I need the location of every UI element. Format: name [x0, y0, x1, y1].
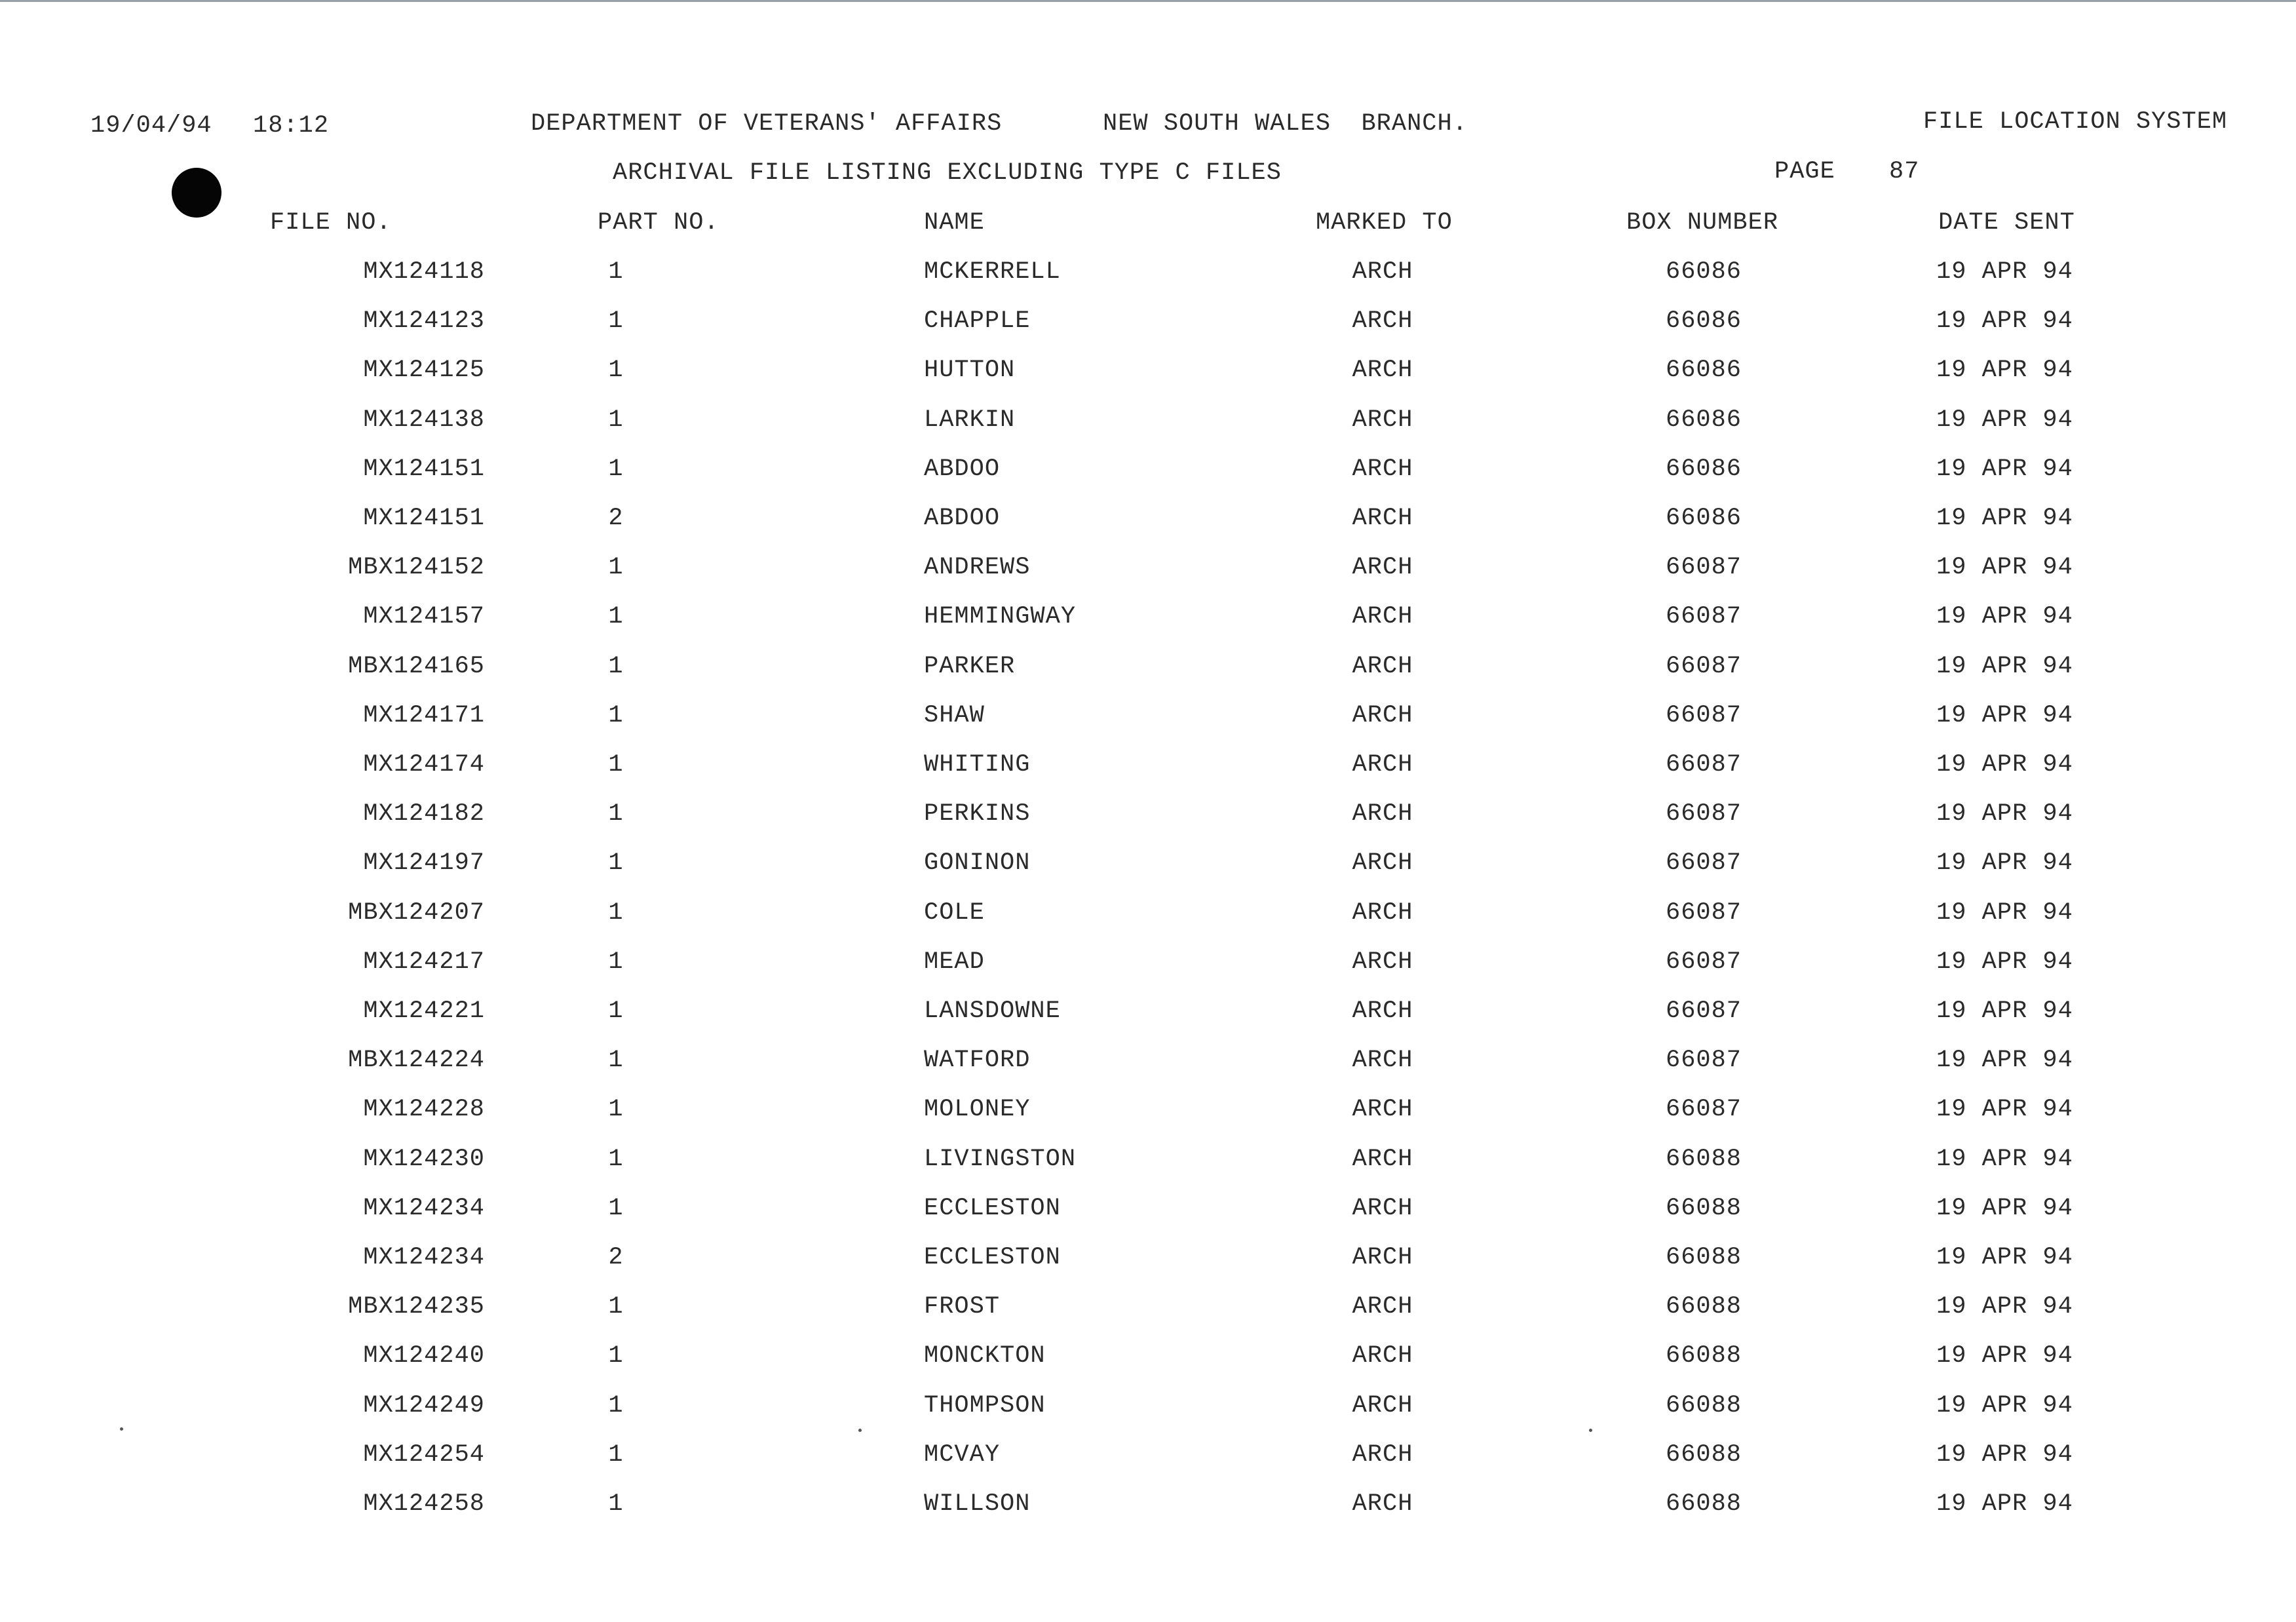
- table-row: [0, 455, 2296, 504]
- box-number-cell: 66088: [1665, 1342, 1742, 1370]
- box-number-cell: 66087: [1665, 702, 1742, 729]
- page-number: 87: [1889, 158, 1920, 185]
- part-no-cell: 2: [608, 505, 624, 532]
- system-title: FILE LOCATION SYSTEM: [1923, 108, 2228, 136]
- column-header-marked-to: MARKED TO: [1316, 209, 1453, 237]
- box-number-cell: 66087: [1665, 1096, 1742, 1123]
- table-row: [0, 1145, 2296, 1194]
- name-cell: THOMPSON: [924, 1392, 1046, 1419]
- name-cell: LIVINGSTON: [924, 1146, 1077, 1173]
- name-cell: MCKERRELL: [924, 258, 1061, 286]
- marked-to-cell: ARCH: [1352, 307, 1413, 335]
- date-sent-cell: 19 APR 94: [1936, 505, 2073, 532]
- part-no-cell: 1: [608, 899, 624, 927]
- box-number-cell: 66088: [1665, 1195, 1742, 1222]
- table-row: [0, 652, 2296, 701]
- box-number-cell: 66086: [1665, 258, 1742, 286]
- marked-to-cell: ARCH: [1352, 997, 1413, 1025]
- table-row: [0, 849, 2296, 898]
- part-no-cell: 1: [608, 653, 624, 680]
- marked-to-cell: ARCH: [1352, 603, 1413, 630]
- date-sent-cell: 19 APR 94: [1936, 258, 2073, 286]
- column-header-part-no: PART NO.: [598, 209, 719, 237]
- date-sent-cell: 19 APR 94: [1936, 455, 2073, 483]
- punch-hole: [172, 168, 221, 218]
- file-no-cell: MX124258: [363, 1490, 485, 1518]
- file-no-cell: MX124157: [363, 603, 485, 630]
- date-sent-cell: 19 APR 94: [1936, 554, 2073, 581]
- file-no-cell: MX124234: [363, 1244, 485, 1271]
- part-no-cell: 1: [608, 948, 624, 976]
- marked-to-cell: ARCH: [1352, 554, 1413, 581]
- date-sent-cell: 19 APR 94: [1936, 406, 2073, 434]
- name-cell: CHAPPLE: [924, 307, 1031, 335]
- name-cell: MEAD: [924, 948, 985, 976]
- name-cell: MONCKTON: [924, 1342, 1046, 1370]
- table-row: [0, 800, 2296, 849]
- table-row: [0, 406, 2296, 455]
- marked-to-cell: ARCH: [1352, 1146, 1413, 1173]
- table-row: [0, 1292, 2296, 1342]
- file-no-cell: MX124240: [363, 1342, 485, 1370]
- marked-to-cell: ARCH: [1352, 702, 1413, 729]
- file-no-cell: MX124217: [363, 948, 485, 976]
- table-row: [0, 1342, 2296, 1391]
- date-sent-cell: 19 APR 94: [1936, 1244, 2073, 1271]
- file-no-cell: MX124151: [363, 505, 485, 532]
- print-date: 19/04/94: [90, 112, 212, 140]
- name-cell: PERKINS: [924, 800, 1031, 828]
- table-row: [0, 1243, 2296, 1292]
- table-row: [0, 898, 2296, 948]
- name-cell: MOLONEY: [924, 1096, 1031, 1123]
- marked-to-cell: ARCH: [1352, 849, 1413, 877]
- page-label: PAGE: [1774, 158, 1835, 185]
- part-no-cell: 1: [608, 603, 624, 630]
- name-cell: WATFORD: [924, 1047, 1031, 1074]
- date-sent-cell: 19 APR 94: [1936, 1342, 2073, 1370]
- box-number-cell: 66088: [1665, 1490, 1742, 1518]
- part-no-cell: 1: [608, 1096, 624, 1123]
- table-row: [0, 504, 2296, 553]
- file-no-cell: MX124221: [363, 997, 485, 1025]
- box-number-cell: 66088: [1665, 1441, 1742, 1469]
- box-number-cell: 66088: [1665, 1146, 1742, 1173]
- table-row: [0, 1046, 2296, 1095]
- marked-to-cell: ARCH: [1352, 1195, 1413, 1222]
- marked-to-cell: ARCH: [1352, 258, 1413, 286]
- name-cell: HUTTON: [924, 357, 1016, 384]
- name-cell: ECCLESTON: [924, 1195, 1061, 1222]
- part-no-cell: 1: [608, 406, 624, 434]
- name-cell: ABDOO: [924, 455, 1001, 483]
- part-no-cell: 1: [608, 357, 624, 384]
- scan-speck: [120, 1427, 123, 1431]
- table-row: [0, 997, 2296, 1046]
- marked-to-cell: ARCH: [1352, 1392, 1413, 1419]
- date-sent-cell: 19 APR 94: [1936, 1195, 2073, 1222]
- name-cell: HEMMINGWAY: [924, 603, 1077, 630]
- marked-to-cell: ARCH: [1352, 505, 1413, 532]
- file-no-cell: MX124171: [363, 702, 485, 729]
- name-cell: WHITING: [924, 751, 1031, 779]
- name-cell: LANSDOWNE: [924, 997, 1061, 1025]
- part-no-cell: 1: [608, 1392, 624, 1419]
- name-cell: FROST: [924, 1293, 1001, 1321]
- date-sent-cell: 19 APR 94: [1936, 849, 2073, 877]
- box-number-cell: 66087: [1665, 849, 1742, 877]
- part-no-cell: 1: [608, 997, 624, 1025]
- name-cell: ANDREWS: [924, 554, 1031, 581]
- date-sent-cell: 19 APR 94: [1936, 653, 2073, 680]
- part-no-cell: 1: [608, 702, 624, 729]
- date-sent-cell: 19 APR 94: [1936, 307, 2073, 335]
- page-top-edge: [0, 0, 2296, 2]
- date-sent-cell: 19 APR 94: [1936, 800, 2073, 828]
- marked-to-cell: ARCH: [1352, 455, 1413, 483]
- date-sent-cell: 19 APR 94: [1936, 603, 2073, 630]
- date-sent-cell: 19 APR 94: [1936, 1392, 2073, 1419]
- box-number-cell: 66087: [1665, 948, 1742, 976]
- column-header-date-sent: DATE SENT: [1938, 209, 2075, 237]
- box-number-cell: 66087: [1665, 653, 1742, 680]
- part-no-cell: 1: [608, 1293, 624, 1321]
- date-sent-cell: 19 APR 94: [1936, 1490, 2073, 1518]
- name-cell: SHAW: [924, 702, 985, 729]
- date-sent-cell: 19 APR 94: [1936, 702, 2073, 729]
- table-row: [0, 1440, 2296, 1490]
- date-sent-cell: 19 APR 94: [1936, 1441, 2073, 1469]
- box-number-cell: 66087: [1665, 554, 1742, 581]
- box-number-cell: 66087: [1665, 997, 1742, 1025]
- file-no-cell: MBX124152: [348, 554, 485, 581]
- table-row: [0, 307, 2296, 356]
- name-cell: ECCLESTON: [924, 1244, 1061, 1271]
- part-no-cell: 1: [608, 800, 624, 828]
- table-row: [0, 1490, 2296, 1539]
- column-header-file-no: FILE NO.: [270, 209, 392, 237]
- marked-to-cell: ARCH: [1352, 899, 1413, 927]
- part-no-cell: 1: [608, 751, 624, 779]
- part-no-cell: 1: [608, 307, 624, 335]
- file-no-cell: MX124197: [363, 849, 485, 877]
- print-time: 18:12: [253, 112, 330, 140]
- date-sent-cell: 19 APR 94: [1936, 1096, 2073, 1123]
- marked-to-cell: ARCH: [1352, 1441, 1413, 1469]
- box-number-cell: 66087: [1665, 603, 1742, 630]
- part-no-cell: 2: [608, 1244, 624, 1271]
- box-number-cell: 66087: [1665, 1047, 1742, 1074]
- name-cell: PARKER: [924, 653, 1016, 680]
- table-row: [0, 1194, 2296, 1243]
- file-no-cell: MX124174: [363, 751, 485, 779]
- box-number-cell: 66086: [1665, 505, 1742, 532]
- marked-to-cell: ARCH: [1352, 1047, 1413, 1074]
- box-number-cell: 66086: [1665, 357, 1742, 384]
- file-no-cell: MX124182: [363, 800, 485, 828]
- marked-to-cell: ARCH: [1352, 1293, 1413, 1321]
- column-header-name: NAME: [924, 209, 985, 237]
- name-cell: COLE: [924, 899, 985, 927]
- part-no-cell: 1: [608, 1441, 624, 1469]
- table-row: [0, 948, 2296, 997]
- column-header-box-number: BOX NUMBER: [1626, 209, 1779, 237]
- date-sent-cell: 19 APR 94: [1936, 899, 2073, 927]
- table-row: [0, 750, 2296, 800]
- name-cell: LARKIN: [924, 406, 1016, 434]
- date-sent-cell: 19 APR 94: [1936, 357, 2073, 384]
- date-sent-cell: 19 APR 94: [1936, 997, 2073, 1025]
- file-no-cell: MX124125: [363, 357, 485, 384]
- part-no-cell: 1: [608, 258, 624, 286]
- marked-to-cell: ARCH: [1352, 800, 1413, 828]
- table-row: [0, 258, 2296, 307]
- box-number-cell: 66088: [1665, 1244, 1742, 1271]
- box-number-cell: 66088: [1665, 1392, 1742, 1419]
- file-no-cell: MX124254: [363, 1441, 485, 1469]
- marked-to-cell: ARCH: [1352, 1342, 1413, 1370]
- box-number-cell: 66088: [1665, 1293, 1742, 1321]
- date-sent-cell: 19 APR 94: [1936, 1146, 2073, 1173]
- name-cell: MCVAY: [924, 1441, 1001, 1469]
- marked-to-cell: ARCH: [1352, 406, 1413, 434]
- date-sent-cell: 19 APR 94: [1936, 948, 2073, 976]
- table-row: [0, 1095, 2296, 1144]
- report-subtitle: ARCHIVAL FILE LISTING EXCLUDING TYPE C FILES: [613, 159, 1282, 187]
- marked-to-cell: ARCH: [1352, 1244, 1413, 1271]
- name-cell: WILLSON: [924, 1490, 1031, 1518]
- table-row: [0, 602, 2296, 651]
- file-no-cell: MBX124235: [348, 1293, 485, 1321]
- file-no-cell: MX124234: [363, 1195, 485, 1222]
- name-cell: ABDOO: [924, 505, 1001, 532]
- file-no-cell: MX124118: [363, 258, 485, 286]
- part-no-cell: 1: [608, 849, 624, 877]
- part-no-cell: 1: [608, 1342, 624, 1370]
- file-no-cell: MBX124224: [348, 1047, 485, 1074]
- marked-to-cell: ARCH: [1352, 948, 1413, 976]
- name-cell: GONINON: [924, 849, 1031, 877]
- box-number-cell: 66087: [1665, 751, 1742, 779]
- file-no-cell: MX124249: [363, 1392, 485, 1419]
- part-no-cell: 1: [608, 1195, 624, 1222]
- box-number-cell: 66086: [1665, 406, 1742, 434]
- file-no-cell: MX124123: [363, 307, 485, 335]
- file-no-cell: MBX124165: [348, 653, 485, 680]
- marked-to-cell: ARCH: [1352, 357, 1413, 384]
- date-sent-cell: 19 APR 94: [1936, 751, 2073, 779]
- box-number-cell: 66086: [1665, 455, 1742, 483]
- part-no-cell: 1: [608, 1146, 624, 1173]
- marked-to-cell: ARCH: [1352, 653, 1413, 680]
- branch-title: NEW SOUTH WALES BRANCH.: [1103, 110, 1468, 138]
- box-number-cell: 66087: [1665, 899, 1742, 927]
- part-no-cell: 1: [608, 1047, 624, 1074]
- file-no-cell: MBX124207: [348, 899, 485, 927]
- part-no-cell: 1: [608, 554, 624, 581]
- box-number-cell: 66086: [1665, 307, 1742, 335]
- department-title: DEPARTMENT OF VETERANS' AFFAIRS: [531, 110, 1003, 138]
- scan-speck: [1589, 1429, 1592, 1432]
- table-row: [0, 1391, 2296, 1440]
- scan-speck: [858, 1429, 862, 1432]
- marked-to-cell: ARCH: [1352, 1490, 1413, 1518]
- marked-to-cell: ARCH: [1352, 751, 1413, 779]
- file-no-cell: MX124138: [363, 406, 485, 434]
- box-number-cell: 66087: [1665, 800, 1742, 828]
- file-no-cell: MX124230: [363, 1146, 485, 1173]
- table-row: [0, 701, 2296, 750]
- marked-to-cell: ARCH: [1352, 1096, 1413, 1123]
- file-no-cell: MX124228: [363, 1096, 485, 1123]
- part-no-cell: 1: [608, 455, 624, 483]
- table-row: [0, 356, 2296, 405]
- part-no-cell: 1: [608, 1490, 624, 1518]
- date-sent-cell: 19 APR 94: [1936, 1047, 2073, 1074]
- file-no-cell: MX124151: [363, 455, 485, 483]
- date-sent-cell: 19 APR 94: [1936, 1293, 2073, 1321]
- table-row: [0, 553, 2296, 602]
